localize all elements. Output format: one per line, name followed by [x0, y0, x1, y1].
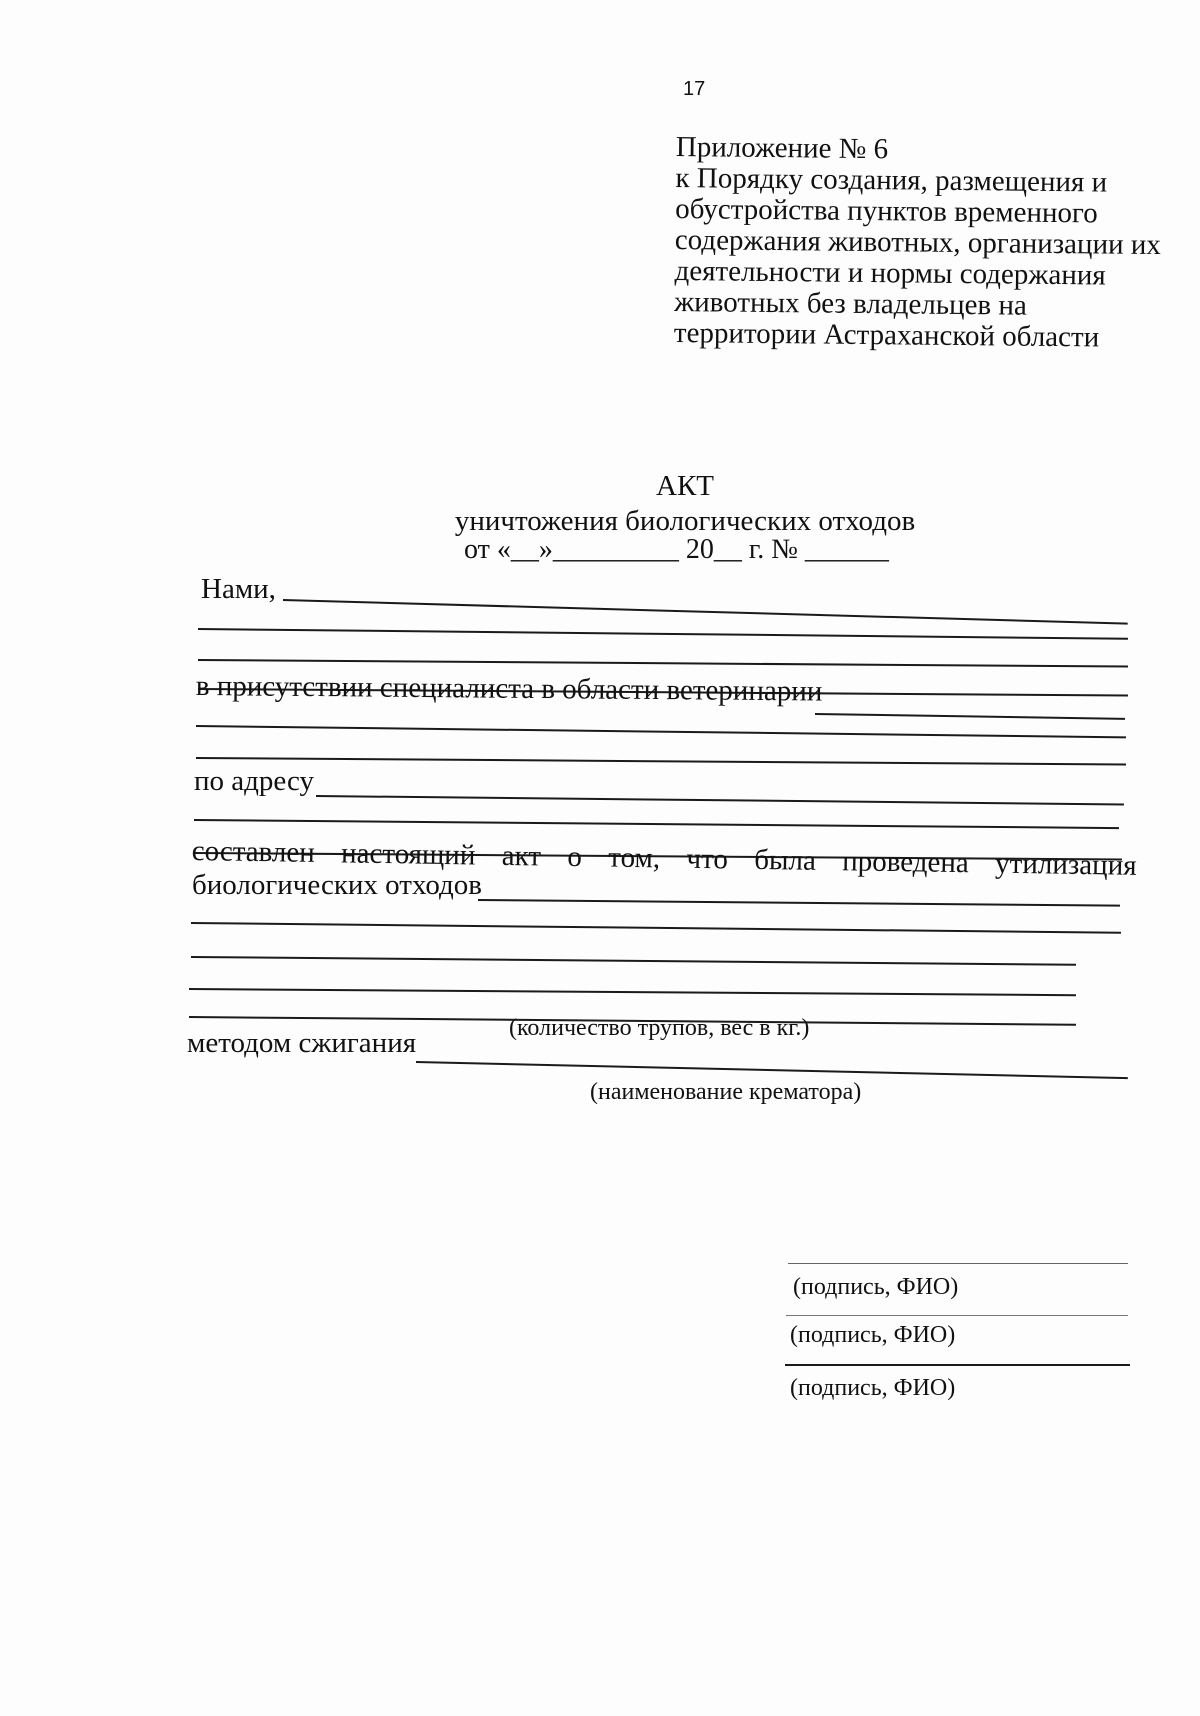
signature-field[interactable]: [788, 1263, 1128, 1264]
address-field-continued[interactable]: [194, 819, 1119, 829]
appendix-line: обустройства пунктов временного: [675, 192, 1098, 230]
statement-word: о: [567, 840, 583, 874]
appendix-line: к Порядку создания, размещения и: [675, 161, 1108, 199]
veterinarian-field-continued[interactable]: [196, 757, 1126, 765]
waste-field-continued[interactable]: [191, 956, 1076, 966]
statement-word: том,: [608, 841, 661, 875]
statement-word: утилизация: [994, 847, 1137, 882]
crematorium-caption: (наименование крематора): [590, 1079, 862, 1105]
appendix-line: животных без владельцев на: [674, 285, 1027, 322]
signature-caption: (подпись, ФИО): [793, 1274, 959, 1300]
signature-field[interactable]: [786, 1315, 1128, 1316]
page-number: 17: [683, 78, 706, 100]
signature-field[interactable]: [785, 1364, 1130, 1366]
veterinarian-field-continued[interactable]: [196, 725, 1126, 738]
by-us-label: Нами,: [201, 573, 276, 605]
statement-word: была: [754, 843, 817, 877]
appendix-line: деятельности и нормы содержания: [674, 254, 1106, 292]
address-label: по адресу: [194, 765, 314, 797]
signature-caption: (подпись, ФИО): [790, 1375, 956, 1401]
appendix-heading: Приложение № 6: [675, 131, 889, 166]
address-field[interactable]: [316, 795, 1124, 805]
statement-word: что: [686, 842, 729, 876]
appendix-line: содержания животных, организации их: [674, 223, 1162, 262]
statement-word: акт: [501, 839, 542, 873]
waste-field-continued[interactable]: [191, 922, 1121, 934]
quantity-caption: (количество трупов, вес в кг.): [509, 1015, 810, 1041]
by-us-field-continued[interactable]: [198, 659, 1128, 667]
waste-field[interactable]: [478, 899, 1120, 907]
statement-word: составлен: [191, 835, 316, 869]
presence-label: в присутствии специалиста в области ветеринарии: [195, 670, 823, 708]
crematorium-field[interactable]: [416, 1061, 1128, 1079]
by-us-field[interactable]: [283, 599, 1128, 625]
act-title: АКТ: [656, 470, 714, 502]
signature-caption: (подпись, ФИО): [790, 1322, 956, 1348]
waste-field-continued[interactable]: [189, 988, 1076, 996]
by-us-field-continued[interactable]: [198, 628, 1128, 640]
appendix-line: территории Астраханской области: [673, 316, 1100, 354]
veterinarian-field[interactable]: [815, 713, 1125, 720]
act-subtitle: уничтожения биологических отходов: [454, 505, 916, 537]
method-label: методом сжигания: [187, 1027, 417, 1059]
act-date-line: от «__»_________ 20__ г. № ______: [464, 534, 889, 565]
statement-word: настоящий: [340, 837, 476, 872]
appendix-block: [674, 132, 1162, 354]
waste-label: биологических отходов: [192, 869, 482, 901]
statement-word: проведена: [842, 845, 970, 880]
